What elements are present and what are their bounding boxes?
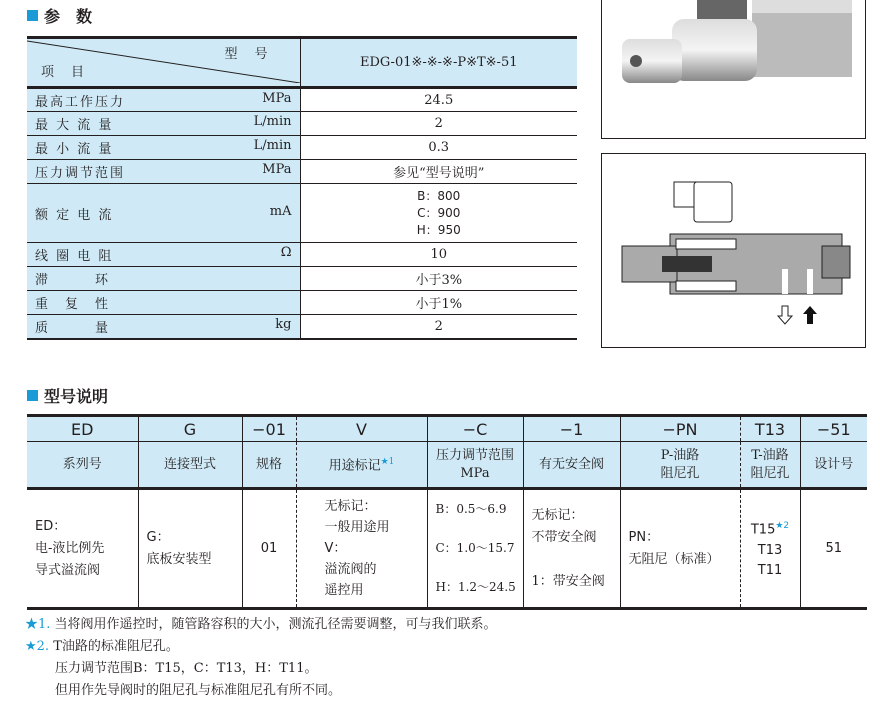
row-value: H：950 [416, 222, 461, 237]
row-value: 0.3 [300, 136, 577, 160]
label-cell [427, 442, 523, 489]
desc-text: 导式溢流阀 [35, 562, 101, 578]
row-value: 小于3% [300, 267, 577, 291]
footnote-text: 但用作先导阀时的阻尼孔与标准阻尼孔有所不同。 [55, 683, 342, 698]
table-row [27, 184, 577, 243]
row-unit: kg [275, 316, 292, 332]
row-value: 参见“型号说明” [300, 160, 577, 184]
diagonal-header-cell [27, 38, 300, 88]
params-title-text: 参 数 [44, 7, 93, 26]
star-icon: ★2. [25, 639, 50, 654]
desc-text: 无标记： [324, 499, 377, 514]
desc-cell [523, 489, 620, 609]
footnote-1 [25, 614, 497, 636]
table-row [27, 291, 577, 315]
table-row [27, 315, 577, 339]
row-unit: mA [269, 203, 292, 219]
desc-cell: 01 [242, 489, 296, 609]
row-value: 2 [300, 315, 577, 339]
star-icon: ★2 [775, 521, 790, 532]
desc-cell [620, 489, 740, 609]
desc-text: T15 [750, 522, 776, 538]
footnote-text: 压力调节范围B：T15，C：T13，H：T11。 [55, 661, 318, 676]
row-item: 额 定 电 流 [35, 207, 114, 223]
code-cell: T13 [740, 416, 800, 442]
desc-text: T11 [757, 562, 783, 578]
desc-text: B：0.5～6.9 [435, 502, 507, 516]
description-row [27, 489, 867, 609]
row-unit: Ω [280, 245, 292, 260]
desc-text: 电-液比例先 [35, 540, 105, 556]
model-code-table [27, 414, 867, 610]
table-row [27, 112, 577, 136]
star-icon: ★1 [380, 457, 395, 468]
row-value: C：900 [417, 205, 461, 220]
code-row [27, 416, 867, 442]
desc-text: 溢流阀的 [324, 562, 377, 577]
row-item: 质 量 [35, 320, 111, 336]
footnotes [25, 614, 497, 702]
item-label: 项 目 [41, 65, 87, 80]
label-cell [296, 442, 427, 489]
table-row [27, 243, 577, 267]
desc-text: 底板安装型 [146, 551, 212, 567]
section-diagram [601, 153, 866, 348]
params-table [27, 36, 577, 340]
row-unit: MPa [262, 90, 292, 106]
product-photo [601, 0, 866, 139]
desc-text: C：1.0～15.7 [435, 541, 515, 555]
row-value: B：800 [417, 188, 461, 203]
desc-text: PN： [628, 529, 660, 545]
desc-cell [427, 489, 523, 609]
desc-text: 遥控用 [324, 583, 364, 598]
footnote-2 [25, 636, 497, 658]
model-title-text: 型号说明 [44, 387, 109, 406]
label-text: P-油路 [660, 447, 700, 463]
label-cell: 连接型式 [138, 442, 242, 489]
row-unit: L/min [253, 114, 292, 129]
desc-text: 无标记： [531, 507, 584, 523]
label-cell [620, 442, 740, 489]
label-text: 压力调节范围 [435, 447, 514, 463]
row-unit: MPa [262, 162, 292, 177]
label-unit: MPa [460, 465, 490, 481]
row-item: 压力调节范围 [35, 166, 126, 181]
footnote-text: T油路的标准阻尼孔。 [53, 639, 179, 654]
code-cell: V [296, 416, 427, 442]
desc-cell: 51 [800, 489, 867, 609]
label-cell: 规格 [242, 442, 296, 489]
label-text: 用途标记 [328, 458, 381, 474]
desc-text: 一般用途用 [324, 520, 390, 535]
row-item: 最 小 流 量 [35, 142, 114, 157]
section-marker-icon [27, 10, 38, 21]
row-value: 小于1% [300, 291, 577, 315]
table-row [27, 136, 577, 160]
desc-cell [296, 489, 427, 609]
code-cell: −C [427, 416, 523, 442]
valve-photo-image [602, 0, 865, 138]
table-row [27, 267, 577, 291]
row-item: 重 复 性 [35, 297, 111, 312]
desc-text: 不带安全阀 [531, 529, 597, 545]
label-text: 阻尼孔 [660, 465, 700, 481]
label-text: T-油路 [751, 447, 789, 463]
label-cell: 有无安全阀 [523, 442, 620, 489]
row-item: 最高工作压力 [35, 94, 126, 110]
table-row [27, 160, 577, 184]
model-code: EDG-01※-※-※-P※T※-51 [300, 38, 577, 88]
desc-text: G： [146, 529, 170, 545]
row-value: 24.5 [300, 88, 577, 112]
desc-cell [740, 489, 800, 609]
desc-text: H：1.2～24.5 [435, 580, 516, 594]
model-section-title [27, 384, 108, 407]
desc-cell [138, 489, 242, 609]
code-cell: −1 [523, 416, 620, 442]
footnote-text: 当将阀用作遥控时，随管路容积的大小，测流孔径需要调整，可与我们联系。 [54, 617, 497, 632]
label-cell: 系列号 [27, 442, 138, 489]
valve-section-drawing [602, 154, 865, 347]
table-row [27, 88, 577, 112]
label-row [27, 442, 867, 489]
desc-text: 1：带安全阀 [531, 573, 605, 589]
code-cell: −PN [620, 416, 740, 442]
code-cell: −01 [242, 416, 296, 442]
label-cell [740, 442, 800, 489]
star-icon: ★1. [25, 617, 51, 632]
params-header-row [27, 38, 577, 88]
params-section-title [27, 4, 92, 27]
row-item: 滞 环 [35, 273, 111, 288]
desc-text: V： [324, 541, 347, 556]
desc-text: T13 [757, 542, 783, 558]
model-label: 型 号 [224, 47, 270, 62]
code-cell: −51 [800, 416, 867, 442]
desc-cell [27, 489, 138, 609]
row-unit: L/min [253, 138, 292, 153]
label-cell: 设计号 [800, 442, 867, 489]
row-value: 2 [300, 112, 577, 136]
code-cell: ED [27, 416, 138, 442]
desc-text: ED： [35, 518, 67, 534]
row-item: 线 圈 电 阻 [35, 249, 114, 264]
desc-text: 无阻尼（标准） [628, 551, 720, 567]
section-marker-icon [27, 390, 38, 401]
row-value: 10 [300, 243, 577, 267]
code-cell: G [138, 416, 242, 442]
row-item: 最 大 流 量 [35, 118, 114, 133]
label-text: 阻尼孔 [750, 465, 790, 481]
